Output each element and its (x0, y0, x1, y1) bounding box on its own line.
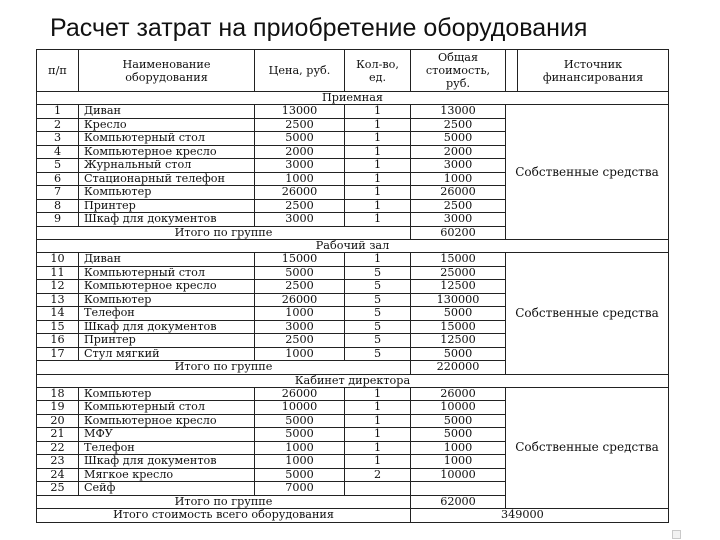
row-number: 4 (37, 145, 79, 159)
row-price: 1000 (255, 455, 345, 469)
row-total: 3000 (411, 213, 506, 227)
row-number: 14 (37, 307, 79, 321)
row-name: Диван (79, 105, 255, 119)
row-total: 2500 (411, 118, 506, 132)
row-total: 5000 (411, 132, 506, 146)
row-number: 22 (37, 441, 79, 455)
row-qty (345, 482, 411, 496)
row-price: 2000 (255, 145, 345, 159)
row-qty: 5 (345, 280, 411, 294)
row-total: 26000 (411, 387, 506, 401)
row-name: Шкаф для документов (79, 455, 255, 469)
row-price: 1000 (255, 441, 345, 455)
row-total: 15000 (411, 253, 506, 267)
row-name: Телефон (79, 307, 255, 321)
row-name: Стул мягкий (79, 347, 255, 361)
row-qty: 1 (345, 105, 411, 119)
row-name: Компьютерное кресло (79, 414, 255, 428)
row-name: Компьютерный стол (79, 132, 255, 146)
row-qty: 5 (345, 347, 411, 361)
row-number: 17 (37, 347, 79, 361)
row-number: 19 (37, 401, 79, 415)
row-price: 5000 (255, 468, 345, 482)
table-header-row (37, 50, 669, 92)
row-total: 12500 (411, 334, 506, 348)
row-number: 1 (37, 105, 79, 119)
row-qty: 2 (345, 468, 411, 482)
row-qty: 5 (345, 293, 411, 307)
row-qty: 1 (345, 172, 411, 186)
section-title: Кабинет директора (37, 374, 669, 387)
row-name: Диван (79, 253, 255, 267)
row-number: 16 (37, 334, 79, 348)
row-number: 13 (37, 293, 79, 307)
row-total: 15000 (411, 320, 506, 334)
row-price: 26000 (255, 387, 345, 401)
row-total: 130000 (411, 293, 506, 307)
row-price: 5000 (255, 414, 345, 428)
group-total-label: Итого по группе (37, 361, 411, 375)
row-number: 11 (37, 266, 79, 280)
row-name: Стационарный телефон (79, 172, 255, 186)
row-name: Компьютерное кресло (79, 145, 255, 159)
row-qty: 5 (345, 266, 411, 280)
row-qty: 1 (345, 455, 411, 469)
row-number: 25 (37, 482, 79, 496)
row-qty: 1 (345, 159, 411, 173)
row-total: 2000 (411, 145, 506, 159)
section-title: Приемная (37, 92, 669, 105)
row-price: 2500 (255, 280, 345, 294)
row-total: 10000 (411, 468, 506, 482)
row-total: 3000 (411, 159, 506, 173)
header-total: Общая стоимость, руб. (411, 50, 506, 92)
grand-total-label: Итого стоимость всего оборудования (37, 509, 411, 523)
row-name: Принтер (79, 334, 255, 348)
row-total: 1000 (411, 441, 506, 455)
header-name: Наименование оборудования (79, 50, 255, 92)
row-total: 12500 (411, 280, 506, 294)
row-name: Компьютерный стол (79, 266, 255, 280)
grand-total-value: 349000 (411, 509, 669, 523)
row-name: Шкаф для документов (79, 320, 255, 334)
row-total: 2500 (411, 199, 506, 213)
slide-marker-icon (672, 530, 681, 539)
row-name: Мягкое кресло (79, 468, 255, 482)
row-total: 5000 (411, 307, 506, 321)
row-total (411, 482, 506, 496)
row-name: Кресло (79, 118, 255, 132)
row-qty: 1 (345, 199, 411, 213)
row-number: 5 (37, 159, 79, 173)
group-total-value: 220000 (411, 361, 506, 375)
row-qty: 5 (345, 334, 411, 348)
row-name: Принтер (79, 199, 255, 213)
row-total: 1000 (411, 455, 506, 469)
row-number: 15 (37, 320, 79, 334)
row-price: 10000 (255, 401, 345, 415)
section-title-row (37, 374, 669, 387)
row-price: 3000 (255, 320, 345, 334)
group-total-label: Итого по группе (37, 495, 411, 509)
row-price: 3000 (255, 159, 345, 173)
section-title-row (37, 240, 669, 253)
row-name: Компьютер (79, 186, 255, 200)
row-qty: 1 (345, 253, 411, 267)
row-total: 13000 (411, 105, 506, 119)
row-name: Компьютер (79, 387, 255, 401)
header-spacer (506, 50, 518, 92)
row-number: 18 (37, 387, 79, 401)
row-name: Сейф (79, 482, 255, 496)
row-number: 7 (37, 186, 79, 200)
row-number: 24 (37, 468, 79, 482)
header-num: п/п (37, 50, 79, 92)
section-title: Рабочий зал (37, 240, 669, 253)
row-number: 3 (37, 132, 79, 146)
group-total-value: 60200 (411, 226, 506, 240)
row-qty: 1 (345, 401, 411, 415)
row-number: 10 (37, 253, 79, 267)
row-price: 1000 (255, 307, 345, 321)
equipment-cost-table (36, 49, 669, 523)
row-qty: 1 (345, 186, 411, 200)
row-price: 1000 (255, 172, 345, 186)
financing-source: Собственные средства (506, 387, 669, 509)
row-name: Компьютерное кресло (79, 280, 255, 294)
row-qty: 5 (345, 307, 411, 321)
section-title-row (37, 92, 669, 105)
header-qty: Кол-во, ед. (345, 50, 411, 92)
row-price: 3000 (255, 213, 345, 227)
header-source: Источник финансирования (518, 50, 669, 92)
row-price: 2500 (255, 118, 345, 132)
row-qty: 1 (345, 118, 411, 132)
row-price: 26000 (255, 293, 345, 307)
row-number: 21 (37, 428, 79, 442)
row-price: 5000 (255, 132, 345, 146)
row-price: 13000 (255, 105, 345, 119)
row-name: МФУ (79, 428, 255, 442)
table-body (37, 92, 669, 523)
row-number: 6 (37, 172, 79, 186)
row-name: Компьютерный стол (79, 401, 255, 415)
row-price: 2500 (255, 334, 345, 348)
row-name: Компьютер (79, 293, 255, 307)
row-qty: 1 (345, 145, 411, 159)
slide-title: Расчет затрат на приобретение оборудования (50, 14, 588, 42)
table-row (37, 387, 669, 401)
row-number: 12 (37, 280, 79, 294)
row-number: 20 (37, 414, 79, 428)
row-price: 15000 (255, 253, 345, 267)
row-number: 8 (37, 199, 79, 213)
financing-source: Собственные средства (506, 253, 669, 375)
row-qty: 1 (345, 387, 411, 401)
table-row (37, 253, 669, 267)
row-name: Шкаф для документов (79, 213, 255, 227)
row-qty: 1 (345, 414, 411, 428)
financing-source: Собственные средства (506, 105, 669, 240)
grand-total-row (37, 509, 669, 523)
row-price: 2500 (255, 199, 345, 213)
row-total: 25000 (411, 266, 506, 280)
row-price: 1000 (255, 347, 345, 361)
row-price: 26000 (255, 186, 345, 200)
row-number: 23 (37, 455, 79, 469)
row-total: 5000 (411, 414, 506, 428)
row-qty: 5 (345, 320, 411, 334)
row-total: 26000 (411, 186, 506, 200)
row-number: 9 (37, 213, 79, 227)
group-total-label: Итого по группе (37, 226, 411, 240)
row-price: 5000 (255, 266, 345, 280)
row-total: 10000 (411, 401, 506, 415)
row-price: 7000 (255, 482, 345, 496)
row-name: Телефон (79, 441, 255, 455)
header-price: Цена, руб. (255, 50, 345, 92)
group-total-value: 62000 (411, 495, 506, 509)
row-name: Журнальный стол (79, 159, 255, 173)
row-total: 1000 (411, 172, 506, 186)
row-total: 5000 (411, 347, 506, 361)
row-price: 5000 (255, 428, 345, 442)
row-total: 5000 (411, 428, 506, 442)
row-qty: 1 (345, 132, 411, 146)
row-qty: 1 (345, 428, 411, 442)
table-row (37, 105, 669, 119)
row-number: 2 (37, 118, 79, 132)
row-qty: 1 (345, 441, 411, 455)
row-qty: 1 (345, 213, 411, 227)
